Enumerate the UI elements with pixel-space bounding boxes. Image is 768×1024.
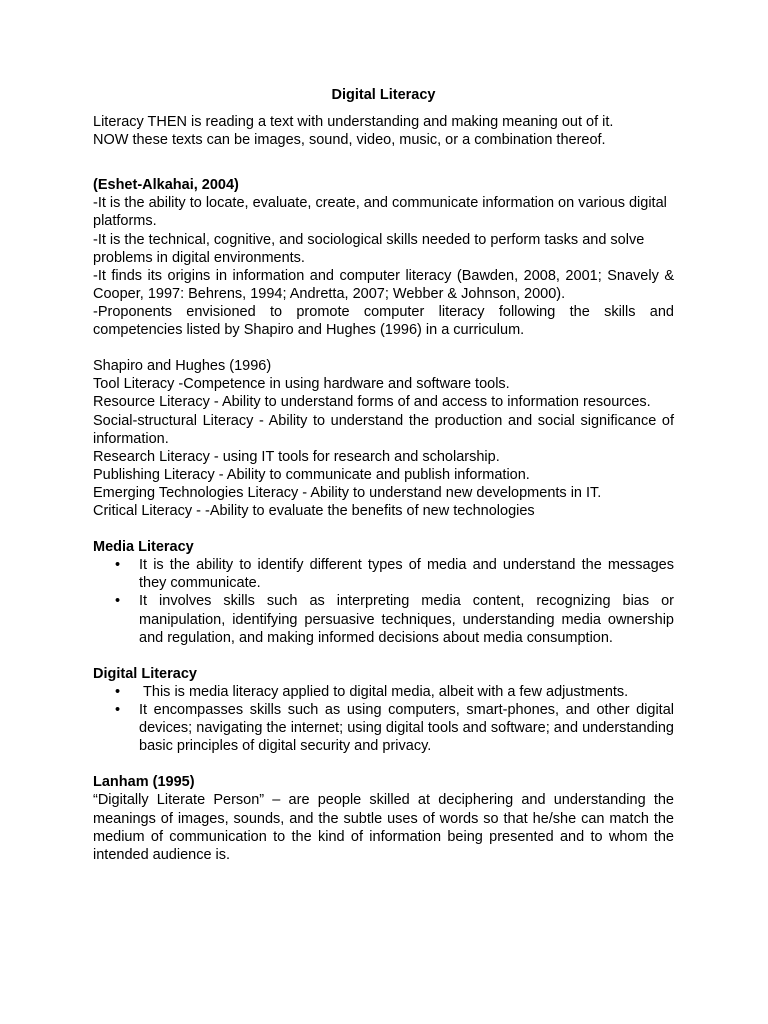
shapiro-resource-literacy: Resource Literacy - Ability to understand forms of and access to information resources. [93, 394, 651, 411]
list-item [93, 592, 674, 646]
eshet-heading: (Eshet-Alkahai, 2004) [93, 177, 239, 194]
spacer [93, 149, 674, 176]
lanham-paragraph: “Digitally Literate Person” – are people skilled at deciphering and understanding the meanings of images, sounds, and the subtle uses of words so that he/she can match the medium of communication to the kind of information being presented and to whom the intended audience is. [93, 792, 674, 863]
digital-literacy-list [93, 683, 674, 755]
document-title: Digital Literacy [331, 87, 436, 103]
list-item-text: It encompasses skills such as using computers, smart-phones, and other digital devices; navigating the internet; using digital tools and software; and understanding basic principles of digital security and privacy. [139, 702, 674, 755]
bullet-icon: • [115, 557, 121, 574]
eshet-line-4: -Proponents envisioned to promote computer literacy following the skills and competencies listed by Shapiro and Hughes (1996) in a curriculum. [93, 303, 674, 339]
eshet-line-3: -It finds its origins in information and computer literacy (Bawden, 2008, 2001; Snavely & Cooper, 1997: Behrens, 1994; Andretta, 2007; Webber & Johnson, 2000). [93, 267, 674, 302]
spacer [93, 755, 674, 773]
spacer [93, 339, 674, 357]
list-item-text: This is media literacy applied to digital media, albeit with a few adjustments. [139, 683, 629, 700]
media-literacy-list [93, 556, 674, 646]
digital-literacy-heading: Digital Literacy [93, 665, 197, 682]
lanham-heading: Lanham (1995) [93, 774, 195, 791]
shapiro-publishing-literacy: Publishing Literacy - Ability to communicate and publish information. [93, 466, 530, 483]
shapiro-research-literacy: Research Literacy - using IT tools for research and scholarship. [93, 448, 500, 465]
bullet-icon: • [115, 593, 121, 610]
list-item-text: It involves skills such as interpreting media content, recognizing bias or manipulation, identifying persuasive techniques, understanding media ownership and regulation, and making informed decisions about media consumption. [139, 593, 674, 646]
shapiro-tool-literacy: Tool Literacy -Competence in using hardware and software tools. [93, 376, 510, 393]
bullet-icon: • [115, 683, 121, 700]
eshet-line-2: -It is the technical, cognitive, and sociological skills needed to perform tasks and solve problems in digital environments. [93, 231, 645, 266]
list-item [93, 701, 674, 755]
shapiro-emerging-technologies-literacy: Emerging Technologies Literacy - Ability to understand new developments in IT. [93, 484, 602, 501]
list-item-text: It is the ability to identify different types of media and understand the messages they communicate. [139, 557, 674, 592]
media-literacy-heading: Media Literacy [93, 539, 194, 556]
shapiro-critical-literacy: Critical Literacy - -Ability to evaluate the benefits of new technologies [93, 502, 535, 519]
eshet-line-1: -It is the ability to locate, evaluate, create, and communicate information on various digital platforms. [93, 195, 667, 230]
list-item [93, 556, 674, 592]
spacer [93, 520, 674, 538]
spacer [93, 647, 674, 665]
list-item [93, 683, 674, 701]
shapiro-heading: Shapiro and Hughes (1996) [93, 358, 272, 375]
document-page [93, 86, 674, 864]
bullet-icon: • [115, 702, 121, 718]
intro-line-2: NOW these texts can be images, sound, video, music, or a combination thereof. [93, 132, 606, 149]
intro-line-1: Literacy THEN is reading a text with understanding and making meaning out of it. [93, 114, 614, 131]
shapiro-social-structural-literacy: Social-structural Literacy - Ability to understand the production and social significance of information. [93, 412, 674, 447]
